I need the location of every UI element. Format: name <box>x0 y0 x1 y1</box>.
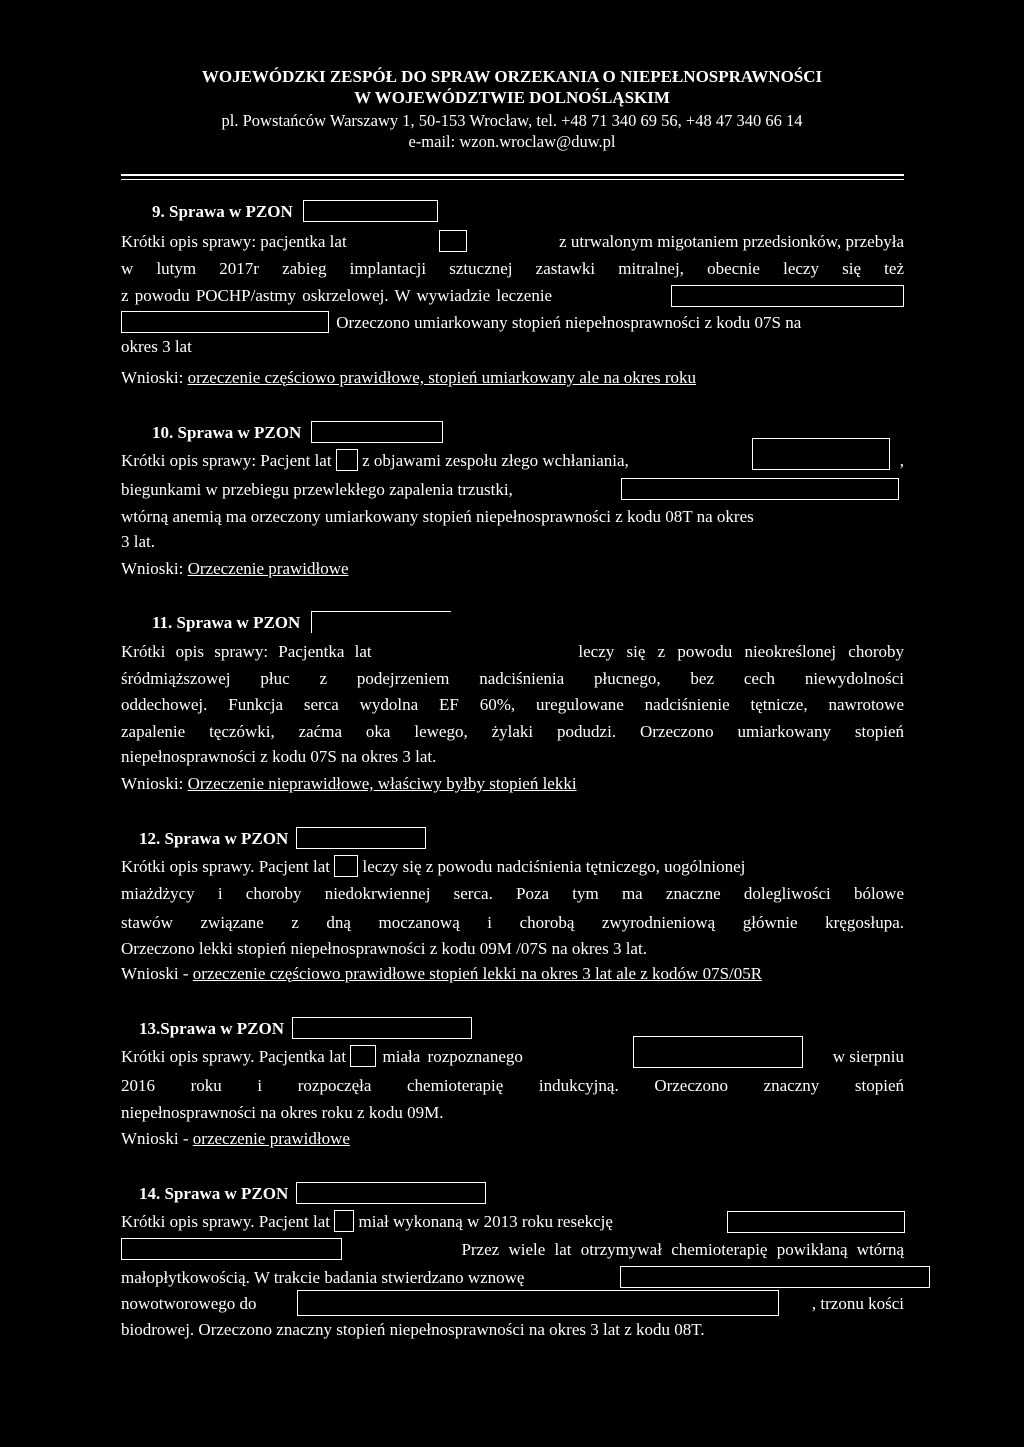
case-11-line-4: zapalenie tęczówki, zaćma oka lewego, żylaki podudzi. Orzeczono umiarkowany stopień <box>121 722 904 741</box>
case-11-line-1: Krótki opis sprawy: Pacjentka lat leczy się z powodu nieokreślonej choroby <box>121 642 904 661</box>
case-10-line-1: Krótki opis sprawy: Pacjent lat z objawami zespołu złego wchłaniania, , <box>121 449 904 473</box>
case-9-heading: 9. Sprawa w PZON <box>121 200 904 224</box>
case-11-heading: 11. Sprawa w PZON <box>121 611 904 635</box>
case-9-line-2: w lutym 2017r zabieg implantacji sztucznej zastawki mitralnej, obecnie leczy się też <box>121 259 904 278</box>
case-9-conclusion: Wnioski: orzeczenie częściowo prawidłowe, stopień umiarkowany ale na okres roku <box>121 368 696 387</box>
case-11-line-2: śródmiąższowej płuc z podejrzeniem nadciśnienia płucnego, bez cech niewydolności <box>121 669 904 688</box>
redaction-box <box>296 1182 486 1204</box>
redaction-box <box>727 1211 905 1233</box>
case-14-line-5: biodrowej. Orzeczono znaczny stopień niepełnosprawności na okres 3 lat z kodu 08T. <box>121 1320 705 1339</box>
case-12-line-3: stawów związane z dną moczanową i chorobą zwyrodnieniową głównie kręgosłupa. <box>121 913 904 932</box>
redaction-box <box>350 1045 376 1067</box>
redaction-box <box>334 855 358 877</box>
redaction-box <box>633 1036 803 1068</box>
redaction-box <box>303 200 438 222</box>
redaction-box <box>297 1290 779 1316</box>
redaction-box <box>311 611 451 633</box>
redaction-box <box>121 311 329 333</box>
case-9-line-5: okres 3 lat <box>121 337 192 356</box>
case-13-line-2: 2016 roku i rozpoczęła chemioterapię indukcyjną. Orzeczono znaczny stopień <box>121 1076 904 1095</box>
case-13-line-1: Krótki opis sprawy. Pacjentka lat miała rozpoznanego w sierpniu <box>121 1045 904 1069</box>
case-10-line-3: wtórną anemią ma orzeczony umiarkowany stopień niepełnosprawności z kodu 08T na okres <box>121 507 754 526</box>
case-9-line-3: z powodu POCHP/astmy oskrzelowej. W wywiadzie leczenie <box>121 284 904 308</box>
case-12-heading: 12. Sprawa w PZON <box>121 827 904 851</box>
redaction-box <box>620 1266 930 1288</box>
redaction-box <box>336 449 358 471</box>
case-9-line-1: Krótki opis sprawy: pacjentka lat z utrwalonym migotaniem przedsionków, przebyła <box>121 232 904 251</box>
case-10-conclusion: Wnioski: Orzeczenie prawidłowe <box>121 559 349 578</box>
office-name: WOJEWÓDZKI ZESPÓŁ DO SPRAW ORZEKANIA O NIEPEŁNOSPRAWNOŚCI <box>201 67 823 86</box>
office-region: W WOJEWÓDZTWIE DOLNOŚLĄSKIM <box>354 88 670 107</box>
case-12-line-4: Orzeczono lekki stopień niepełnosprawności z kodu 09M /07S na okres 3 lat. <box>121 939 647 958</box>
redaction-box <box>671 285 904 307</box>
case-12-conclusion: Wnioski - orzeczenie częściowo prawidłowe stopień lekki na okres 3 lat ale z kodów 07S/05R <box>121 964 763 983</box>
case-11-conclusion: Wnioski: Orzeczenie nieprawidłowe, właściwy byłby stopień lekki <box>121 774 577 793</box>
redaction-box <box>752 438 890 470</box>
case-14-line-1: Krótki opis sprawy. Pacjent lat miał wykonaną w 2013 roku resekcję <box>121 1210 904 1234</box>
case-13-conclusion: Wnioski - orzeczenie prawidłowe <box>121 1129 350 1148</box>
case-11-line-3: oddechowej. Funkcja serca wydolna EF 60%, uregulowane nadciśnienie tętnicze, nawrotowe <box>121 695 904 714</box>
case-12-line-2: miażdżycy i choroby niedokrwiennej serca. Poza tym ma znaczne dolegliwości bólowe <box>121 884 904 903</box>
redaction-box <box>292 1017 472 1039</box>
case-14-line-4: nowotworowego do , trzonu kości <box>121 1292 904 1316</box>
case-11-line-5: niepełnosprawności z kodu 07S na okres 3 lat. <box>121 747 437 766</box>
redaction-box <box>334 1210 354 1232</box>
case-14-line-2: Przez wiele lat otrzymywał chemioterapię powikłaną wtórną <box>121 1238 904 1262</box>
office-email: e-mail: wzon.wroclaw@duw.pl <box>408 132 616 151</box>
case-14-heading: 14. Sprawa w PZON <box>121 1182 904 1206</box>
office-address: pl. Powstańców Warszawy 1, 50-153 Wrocław, tel. +48 71 340 69 56, +48 47 340 66 14 <box>221 111 803 130</box>
case-13-heading: 13.Sprawa w PZON <box>121 1017 904 1041</box>
case-14-line-3: małopłytkowością. W trakcie badania stwierdzano wznowę <box>121 1266 904 1290</box>
redaction-box <box>439 230 467 252</box>
redaction-box <box>311 421 443 443</box>
redaction-box <box>296 827 426 849</box>
case-10-heading: 10. Sprawa w PZON <box>121 421 904 445</box>
case-12-line-1: Krótki opis sprawy. Pacjent lat leczy się z powodu nadciśnienia tętniczego, uogólnionej <box>121 857 746 876</box>
case-9-line-4: Orzeczono umiarkowany stopień niepełnosprawności z kodu 07S na <box>121 311 904 335</box>
header-rule-thin <box>121 179 904 180</box>
header-rule <box>121 174 904 176</box>
case-10-line-4: 3 lat. <box>121 532 155 551</box>
case-10-line-2: biegunkami w przebiegu przewlekłego zapalenia trzustki, <box>121 478 904 502</box>
redaction-box <box>621 478 899 500</box>
case-13-line-3: niepełnosprawności na okres roku z kodu 09M. <box>121 1103 444 1122</box>
redaction-box <box>121 1238 342 1260</box>
